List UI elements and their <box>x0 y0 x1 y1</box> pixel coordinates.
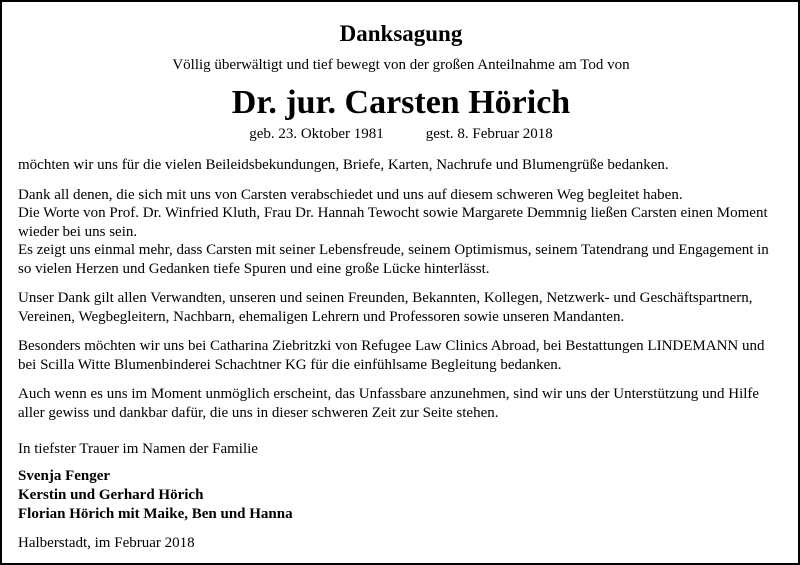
signer: Florian Hörich mit Maike, Ben und Hanna <box>18 506 293 522</box>
birth-date: geb. 23. Oktober 1981 <box>249 126 384 142</box>
paragraph-farewell-line: Dank all denen, die sich mit uns von Carsten verabschiedet und uns auf diesem schweren Weg begleitet haben. <box>18 186 683 203</box>
paragraph-gratitude: Unser Dank gilt allen Verwandten, unseren und seinen Freunden, Bekannten, Kollegen, Netzwerk- und Geschäftspartnern, Vereinen, Wegbegleitern, Nachbarn, ehemaligen Lehrern und Professoren sowie unseren Mandanten. <box>18 290 753 325</box>
life-dates <box>18 124 784 144</box>
place-date: Halberstadt, im Februar 2018 <box>18 535 195 551</box>
death-date: gest. 8. Februar 2018 <box>425 126 553 142</box>
signer: Kerstin und Gerhard Hörich <box>18 487 204 503</box>
paragraph-farewell <box>18 186 784 279</box>
signers-list <box>18 467 784 524</box>
signer: Svenja Fenger <box>18 468 111 484</box>
notice-title: Danksagung <box>339 21 463 46</box>
paragraph-thanks: möchten wir uns für die vielen Beileidsbekundungen, Briefe, Karten, Nachrufe und Blumengrüße bedanken. <box>18 157 669 173</box>
paragraph-support: Auch wenn es uns im Moment unmöglich erscheint, das Unfassbare anzunehmen, sind wir uns der Unterstützung und Hilfe aller gewiss und dankbar dafür, die uns in dieser schweren Zeit zur Seite stehen. <box>18 386 760 421</box>
closing-line: In tiefster Trauer im Namen der Familie <box>18 441 258 457</box>
paragraph-farewell-line: Es zeigt uns einmal mehr, dass Carsten mit seiner Lebensfreude, seinem Optimismus, seinem Tatendrang und Engagement in so vielen Herzen und Gedanken tiefe Spuren und eine große Lücke hinterlässt. <box>18 242 769 277</box>
notice-intro: Völlig überwältigt und tief bewegt von der großen Anteilnahme am Tod von <box>172 57 630 73</box>
notice-body <box>18 156 784 433</box>
paragraph-farewell-line: Die Worte von Prof. Dr. Winfried Kluth, Frau Dr. Hannah Tewocht sowie Margarete Demmnig ließen Carsten einen Moment wieder bei uns sein. <box>18 205 768 240</box>
deceased-name: Dr. jur. Carsten Hörich <box>231 84 571 121</box>
paragraph-special-thanks: Besonders möchten wir uns bei Catharina Ziebritzki von Refugee Law Clinics Abroad, bei Bestattungen LINDEMANN und bei Scilla Witte Blumenbinderei Schachtner KG für die einfühlsame Begleitung bedanken. <box>18 338 765 373</box>
